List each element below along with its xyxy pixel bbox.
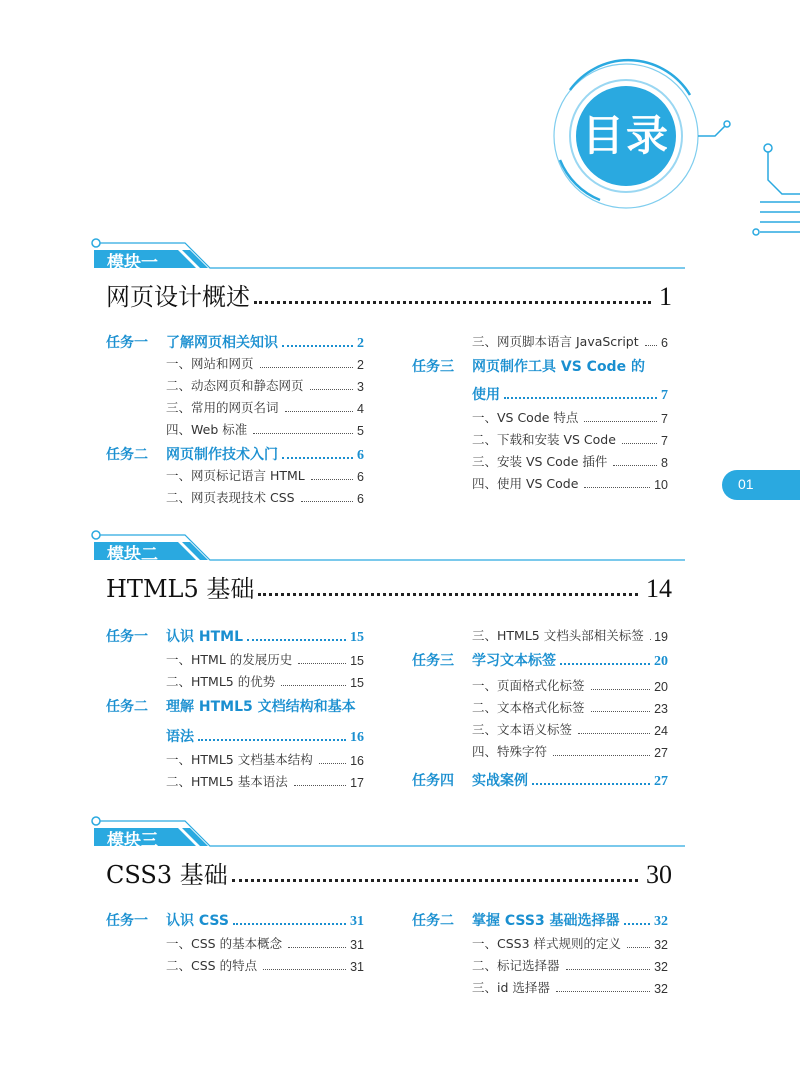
task-page: 2: [357, 336, 364, 351]
toc-item[interactable]: [472, 406, 668, 426]
module-heading[interactable]: [106, 850, 672, 890]
item-name: 三、id 选择器: [472, 980, 550, 995]
item-name: 二、CSS 的特点: [166, 958, 258, 973]
toc-item[interactable]: [166, 374, 364, 394]
toc-item[interactable]: [472, 674, 668, 694]
item-name: 一、网页标记语言 HTML: [166, 468, 305, 483]
item-name: 一、HTML 的发展历史: [166, 652, 293, 667]
task-entry[interactable]: [412, 648, 668, 670]
item-name: 一、CSS3 样式规则的定义: [472, 936, 622, 951]
module-label: 模块三: [107, 831, 158, 851]
leader-dots: [298, 663, 346, 664]
module-title: HTML5 基础: [106, 575, 255, 603]
leader-dots: [282, 457, 353, 459]
item-name: 二、标记选择器: [472, 958, 560, 973]
toc-item[interactable]: [472, 472, 668, 492]
page-title: 目录: [581, 111, 670, 160]
task-name: 网页制作工具 VS Code 的: [472, 359, 645, 375]
item-name: 二、动态网页和静态网页: [166, 378, 304, 393]
module-heading[interactable]: [106, 564, 672, 604]
leader-dots: [263, 969, 346, 970]
item-name: 二、网页表现技术 CSS: [166, 490, 295, 505]
item-name: 二、文本格式化标签: [472, 700, 585, 715]
item-page: 31: [350, 960, 364, 974]
task-entry-continued[interactable]: [166, 724, 364, 746]
toc-item[interactable]: [472, 976, 668, 996]
task-entry-continued[interactable]: [472, 382, 668, 404]
item-name: 二、HTML5 基本语法: [166, 774, 288, 789]
leader-dots: [560, 663, 650, 665]
leader-dots: [198, 739, 346, 741]
item-page: 4: [357, 402, 364, 416]
item-name: 三、网页脚本语言 JavaScript: [472, 334, 639, 349]
item-name: 一、VS Code 特点: [472, 410, 579, 425]
task-name: 实战案例: [472, 773, 528, 789]
item-page: 6: [661, 336, 668, 350]
task-key: 任务一: [106, 913, 148, 929]
leader-dots: [532, 783, 650, 785]
task-page: 16: [350, 730, 364, 745]
leader-dots: [584, 487, 650, 488]
leader-dots: [622, 443, 657, 444]
module-page: 1: [659, 282, 672, 311]
module-heading[interactable]: [106, 272, 672, 312]
leader-dots: [645, 345, 657, 346]
toc-item[interactable]: [166, 954, 364, 974]
item-page: 20: [654, 680, 668, 694]
leader-dots: [253, 433, 353, 434]
module-page: 30: [646, 860, 672, 889]
item-page: 15: [350, 676, 364, 690]
leader-dots: [282, 345, 353, 347]
task-entry[interactable]: [412, 768, 668, 790]
toc-item[interactable]: [472, 718, 668, 738]
toc-item[interactable]: [166, 648, 364, 668]
task-entry[interactable]: [106, 330, 364, 352]
task-page: 31: [350, 914, 364, 929]
task-key: 任务四: [412, 773, 454, 789]
leader-dots: [584, 421, 657, 422]
item-name: 四、特殊字符: [472, 744, 548, 759]
leader-dots: [627, 947, 650, 948]
module-title: 网页设计概述: [106, 283, 250, 311]
item-name: 一、CSS 的基本概念: [166, 936, 283, 951]
task-key: 任务二: [106, 699, 148, 715]
item-page: 7: [661, 434, 668, 448]
leader-dots: [285, 411, 354, 412]
toc-item[interactable]: [166, 486, 364, 506]
item-page: 32: [654, 938, 668, 952]
item-page: 3: [357, 380, 364, 394]
leader-dots: [294, 785, 346, 786]
toc-item[interactable]: [472, 696, 668, 716]
leader-dots: [258, 593, 638, 596]
circuit-decoration: [720, 140, 800, 280]
task-name: 了解网页相关知识: [166, 335, 278, 351]
item-name: 三、常用的网页名词: [166, 400, 279, 415]
item-page: 32: [654, 982, 668, 996]
leader-dots: [260, 367, 354, 368]
task-key: 任务一: [106, 335, 148, 351]
toc-item[interactable]: [166, 464, 364, 484]
toc-item[interactable]: [166, 748, 364, 768]
task-entry[interactable]: [412, 908, 668, 930]
module-label: 模块一: [107, 253, 158, 273]
leader-dots: [301, 501, 353, 502]
item-name: 三、安装 VS Code 插件: [472, 454, 608, 469]
task-entry[interactable]: [412, 354, 668, 376]
task-entry[interactable]: [106, 908, 364, 930]
item-page: 32: [654, 960, 668, 974]
toc-item[interactable]: [472, 932, 668, 952]
task-entry[interactable]: [106, 624, 364, 646]
item-page: 31: [350, 938, 364, 952]
task-key: 任务三: [412, 653, 454, 669]
module-title: CSS3 基础: [106, 861, 228, 889]
item-page: 19: [654, 630, 668, 644]
module-page: 14: [646, 574, 672, 603]
leader-dots: [288, 947, 346, 948]
task-name: 学习文本标签: [472, 653, 556, 669]
leader-dots: [310, 389, 354, 390]
task-name: 理解 HTML5 文档结构和基本: [166, 699, 356, 715]
leader-dots: [281, 685, 346, 686]
item-page: 7: [661, 412, 668, 426]
toc-item[interactable]: [166, 418, 364, 438]
toc-item[interactable]: [166, 770, 364, 790]
item-name: 一、网站和网页: [166, 356, 254, 371]
leader-dots: [232, 879, 638, 882]
toc-item[interactable]: [472, 740, 668, 760]
task-entry[interactable]: [106, 442, 364, 464]
page-number: 01: [738, 476, 754, 492]
leader-dots: [311, 479, 353, 480]
leader-dots: [233, 923, 346, 925]
leader-dots: [591, 711, 651, 712]
task-page: 15: [350, 630, 364, 645]
task-key: 任务二: [106, 447, 148, 463]
item-page: 24: [654, 724, 668, 738]
item-page: 6: [357, 470, 364, 484]
leader-dots: [254, 301, 651, 304]
leader-dots: [504, 397, 657, 399]
task-name: 使用: [472, 387, 500, 403]
task-name: 认识 HTML: [166, 629, 243, 645]
toc-item[interactable]: [472, 330, 668, 350]
task-name: 掌握 CSS3 基础选择器: [472, 913, 620, 929]
toc-item[interactable]: [472, 428, 668, 448]
task-name: 认识 CSS: [166, 913, 229, 929]
leader-dots: [624, 923, 650, 925]
toc-item[interactable]: [166, 932, 364, 952]
task-key: 任务三: [412, 359, 454, 375]
leader-dots: [613, 465, 657, 466]
item-page: 23: [654, 702, 668, 716]
leader-dots: [556, 991, 650, 992]
item-page: 5: [357, 424, 364, 438]
task-page: 27: [654, 774, 668, 789]
item-page: 8: [661, 456, 668, 470]
toc-item[interactable]: [166, 352, 364, 372]
task-name: 网页制作技术入门: [166, 447, 278, 463]
toc-item[interactable]: [166, 396, 364, 416]
item-page: 16: [350, 754, 364, 768]
toc-item[interactable]: [166, 670, 364, 690]
leader-dots: [591, 689, 651, 690]
module-label: 模块二: [107, 545, 158, 565]
item-page: 15: [350, 654, 364, 668]
item-name: 一、页面格式化标签: [472, 678, 585, 693]
toc-item[interactable]: [472, 450, 668, 470]
task-key: 任务一: [106, 629, 148, 645]
item-name: 三、文本语义标签: [472, 722, 573, 737]
item-name: 一、HTML5 文档基本结构: [166, 752, 313, 767]
item-page: 27: [654, 746, 668, 760]
toc-item[interactable]: [472, 954, 668, 974]
task-page: 7: [661, 388, 668, 403]
item-name: 三、HTML5 文档头部相关标签: [472, 628, 644, 643]
leader-dots: [319, 763, 346, 764]
task-entry[interactable]: [106, 694, 364, 716]
task-page: 20: [654, 654, 668, 669]
leader-dots: [247, 639, 346, 641]
page-number-tab: [722, 470, 800, 500]
toc-item[interactable]: [472, 624, 668, 644]
leader-dots: [553, 755, 650, 756]
item-name: 四、Web 标准: [166, 422, 248, 437]
leader-dots: [578, 733, 650, 734]
task-page: 6: [357, 448, 364, 463]
task-name: 语法: [166, 729, 194, 745]
leader-dots: [566, 969, 651, 970]
item-name: 四、使用 VS Code: [472, 476, 579, 491]
task-key: 任务二: [412, 913, 454, 929]
item-page: 10: [654, 478, 668, 492]
item-name: 二、HTML5 的优势: [166, 674, 276, 689]
item-name: 二、下载和安装 VS Code: [472, 432, 616, 447]
item-page: 6: [357, 492, 364, 506]
item-page: 17: [350, 776, 364, 790]
item-page: 2: [357, 358, 364, 372]
task-page: 32: [654, 914, 668, 929]
